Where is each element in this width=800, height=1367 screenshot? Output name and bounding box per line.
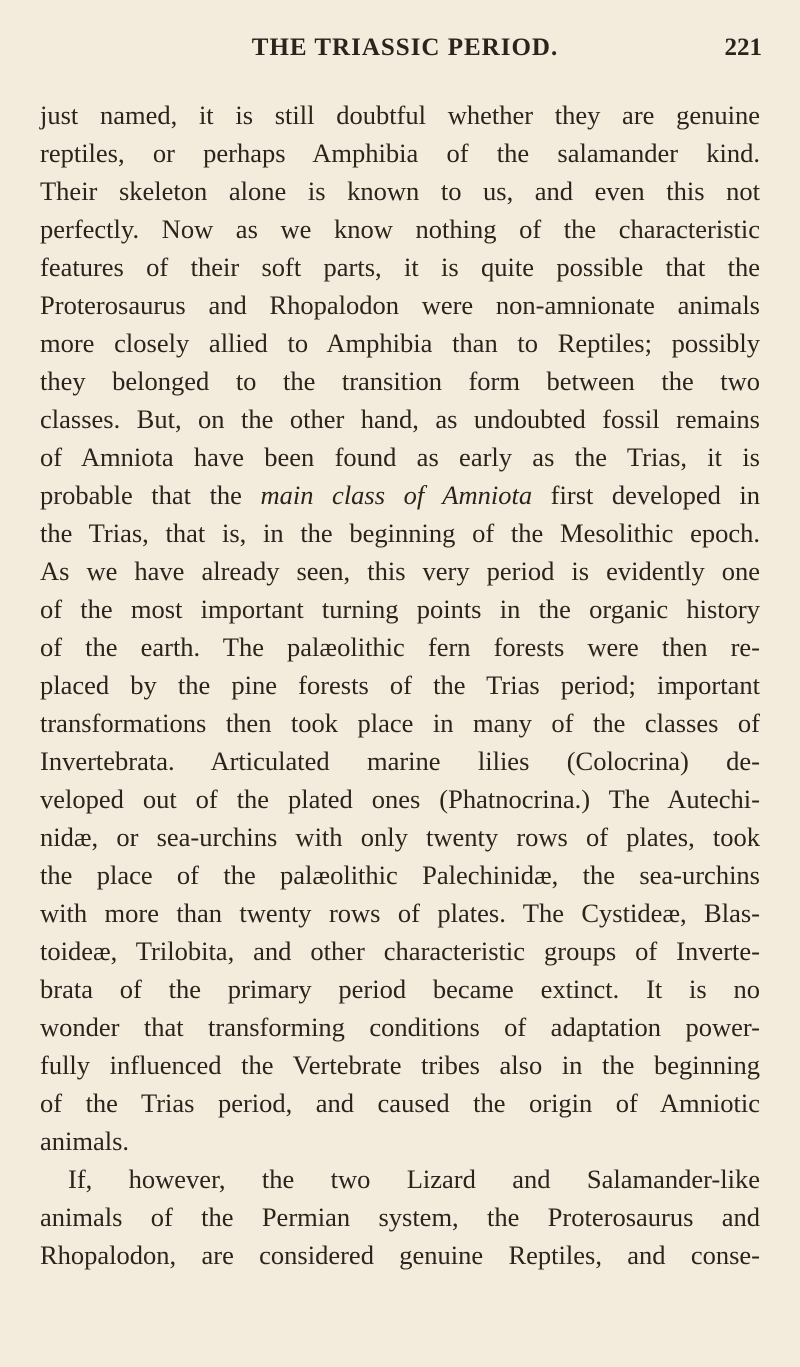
- text-line: perfectly. Now as we know nothing of the characteristic: [40, 214, 760, 244]
- text-line: the Trias, that is, in the beginning of the Mesolithic epoch.: [40, 518, 760, 548]
- text-line: Invertebrata. Articulated marine lilies (Colocrina) de-: [40, 746, 760, 776]
- text-line: veloped out of the plated ones (Phatnocrina.) The Autechi-: [40, 784, 760, 814]
- text-line: of the most important turning points in the organic history: [40, 594, 760, 624]
- text-line: placed by the pine forests of the Trias period; important: [40, 670, 760, 700]
- text-line: they belonged to the transition form between the two: [40, 366, 760, 396]
- text-line: transformations then took place in many of the classes of: [40, 708, 760, 738]
- text-line: Proterosaurus and Rhopalodon were non-amnionate animals: [40, 290, 760, 320]
- text-line: with more than twenty rows of plates. The Cystideæ, Blas-: [40, 898, 760, 928]
- body-text: [40, 96, 760, 1274]
- page-number: 221: [724, 34, 762, 61]
- text-line: probable that the main class of Amniota first developed in: [40, 480, 761, 510]
- text-line: wonder that transforming conditions of adaptation power-: [40, 1012, 760, 1042]
- running-head: THE TRIASSIC PERIOD.: [251, 34, 559, 61]
- text-line: toideæ, Trilobita, and other characteristic groups of Inverte-: [40, 936, 760, 966]
- text-line: Their skeleton alone is known to us, and even this not: [40, 176, 760, 206]
- text-line: of Amniota have been found as early as the Trias, it is: [40, 442, 760, 472]
- text-line: just named, it is still doubtful whether they are genuine: [40, 100, 760, 130]
- text-line: Rhopalodon, are considered genuine Reptiles, and conse-: [40, 1240, 760, 1270]
- text-line: the place of the palæolithic Palechinidæ, the sea-urchins: [40, 860, 760, 890]
- text-line: more closely allied to Amphibia than to Reptiles; possibly: [40, 328, 760, 358]
- text-line: of the earth. The palæolithic fern forests were then re-: [40, 632, 760, 662]
- italic-phrase: main class of Amniota: [260, 480, 533, 510]
- text-line: fully influenced the Vertebrate tribes also in the beginning: [40, 1050, 760, 1080]
- text-line: As we have already seen, this very period is evidently one: [40, 556, 760, 586]
- text-line: features of their soft parts, it is quite possible that the: [40, 252, 760, 282]
- text-line: brata of the primary period became extinct. It is no: [40, 974, 760, 1004]
- text-line: reptiles, or perhaps Amphibia of the salamander kind.: [40, 138, 760, 168]
- text-line: classes. But, on the other hand, as undoubted fossil remains: [40, 404, 760, 434]
- text-line-paragraph-start: If, however, the two Lizard and Salamander-like: [68, 1164, 760, 1194]
- text-line: nidæ, or sea-urchins with only twenty rows of plates, took: [40, 822, 760, 852]
- text-line: animals of the Permian system, the Proterosaurus and: [40, 1202, 760, 1232]
- text-line: of the Trias period, and caused the origin of Amniotic: [40, 1088, 760, 1118]
- page-header: [40, 34, 760, 74]
- text-line: animals.: [40, 1126, 130, 1156]
